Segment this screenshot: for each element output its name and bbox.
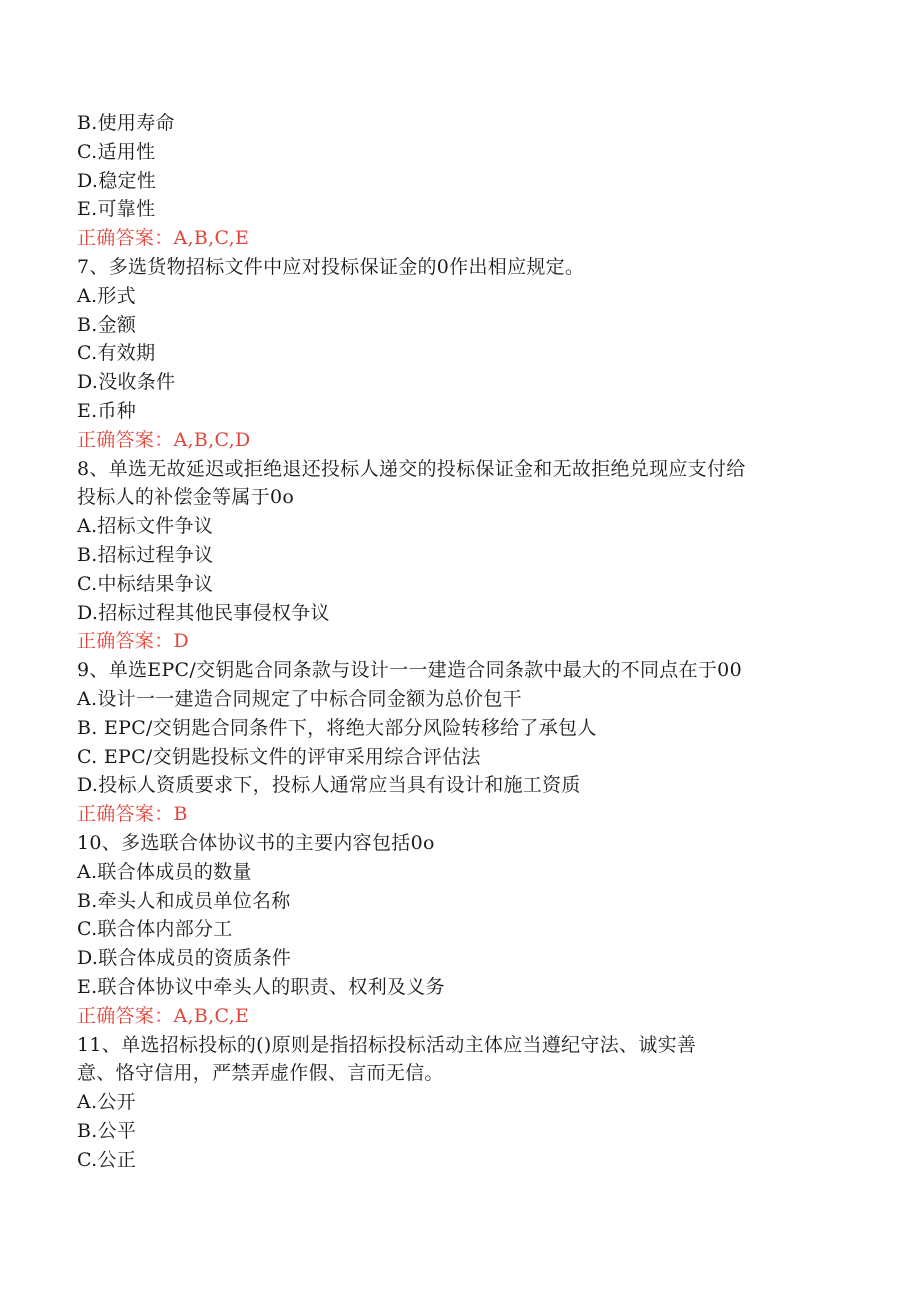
option-line: D.联合体成员的资质条件 xyxy=(77,947,292,970)
option-line: E.可靠性 xyxy=(77,198,156,221)
option-line: C.联合体内部分工 xyxy=(77,918,233,941)
option-line: A.公开 xyxy=(77,1091,136,1114)
option-line: A.招标文件争议 xyxy=(77,515,214,538)
answer-line: 正确答案：A,B,C,E xyxy=(77,1004,250,1027)
answer-line: 正确答案：A,B,C,E xyxy=(77,227,250,250)
answer-line: 正确答案：D xyxy=(77,630,190,653)
option-line: B.公平 xyxy=(77,1119,137,1142)
answer-line: 正确答案：A,B,C,D xyxy=(77,428,251,451)
question-line: 意、恪守信用，严禁弄虚作假、言而无信。 xyxy=(77,1062,444,1085)
option-line: A.形式 xyxy=(77,284,136,307)
document-body xyxy=(77,109,857,1174)
question-line: 投标人的补偿金等属于0o xyxy=(77,486,295,509)
option-line: A.设计一一建造合同规定了中标合同金额为总价包干 xyxy=(77,687,522,710)
option-line: B.招标过程争议 xyxy=(77,543,214,566)
option-line: C.有效期 xyxy=(77,342,156,365)
question-line: 11、单选招标投标的()原则是指招标投标活动主体应当遵纪守法、诚实善 xyxy=(77,1033,697,1056)
option-line: E.币种 xyxy=(77,399,137,422)
option-line: D.投标人资质要求下，投标人通常应当具有设计和施工资质 xyxy=(77,774,581,797)
option-line: D.没收条件 xyxy=(77,371,176,394)
question-line: 7、多选货物招标文件中应对投标保证金的0作出相应规定。 xyxy=(77,255,585,278)
question-line: 8、单选无故延迟或拒绝退还投标人递交的投标保证金和无故拒绝兑现应支付给 xyxy=(77,457,746,480)
option-line: E.联合体协议中牵头人的职责、权利及义务 xyxy=(77,975,445,998)
question-line: 10、多选联合体协议书的主要内容包括0o xyxy=(77,831,435,854)
option-line: C. EPC/交钥匙投标文件的评审采用综合评估法 xyxy=(77,745,481,768)
answer-line: 正确答案：B xyxy=(77,803,188,826)
option-line: C.公正 xyxy=(77,1148,137,1171)
question-line: 9、单选EPC/交钥匙合同条款与设计一一建造合同条款中最大的不同点在于00 xyxy=(77,659,742,682)
option-line: C.适用性 xyxy=(77,140,156,163)
option-line: B.金额 xyxy=(77,313,137,336)
option-line: A.联合体成员的数量 xyxy=(77,860,252,883)
option-line: C.中标结果争议 xyxy=(77,572,214,595)
option-line: D.招标过程其他民事侵权争议 xyxy=(77,601,330,624)
option-line: B.使用寿命 xyxy=(77,112,175,134)
option-line: B. EPC/交钥匙合同条件下，将绝大部分风险转移给了承包人 xyxy=(77,716,597,739)
option-line: B.牵头人和成员单位名称 xyxy=(77,889,291,912)
option-line: D.稳定性 xyxy=(77,169,157,192)
